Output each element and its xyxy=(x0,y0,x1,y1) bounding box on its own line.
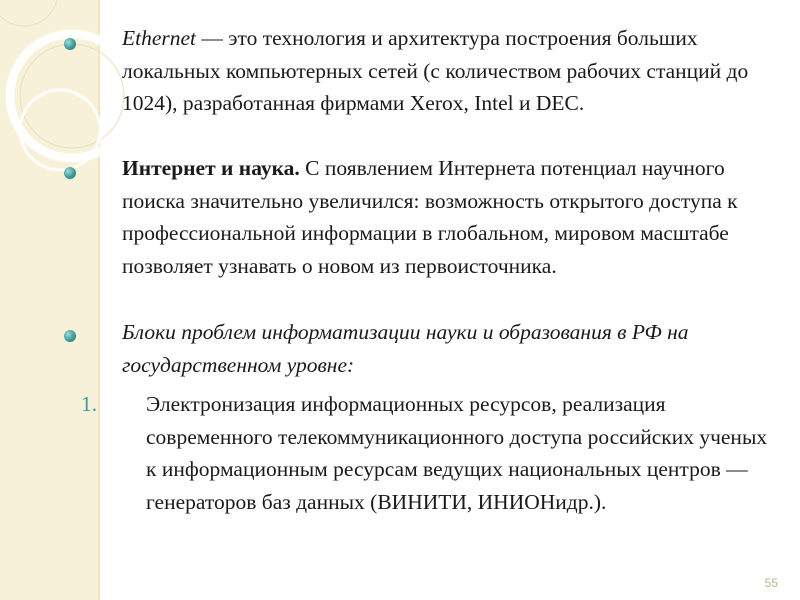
numbered-item-text: Электронизация информационных ресурсов, реализация современного телекоммуникационного доступа российских ученых к информационным ресурсам ведущих национальных центров — генераторов баз данных (ВИНИТИ, ИНИОНидр.). xyxy=(146,392,768,514)
text-problem-blocks: Блоки проблем информатизации науки и образования в РФ на государственном уровне: xyxy=(122,320,689,377)
paragraph-ethernet xyxy=(122,22,772,120)
bullet-icon xyxy=(64,38,76,50)
paragraph-internet-science xyxy=(122,152,772,282)
page-number: 55 xyxy=(764,576,778,590)
paragraph-problem-blocks xyxy=(122,316,772,381)
bullet-icon xyxy=(64,330,76,342)
list-number: 1. xyxy=(81,392,98,416)
text-ethernet: — это технология и архитектура построения больших локальных компьютерных сетей (с количеством рабочих станций до 1024), разработанная фирмами Xerox, Intel и DEC. xyxy=(122,26,749,116)
term-internet-science: Интернет и наука. xyxy=(122,156,300,180)
numbered-item-1 xyxy=(146,388,776,518)
term-ethernet: Ethernet xyxy=(122,26,197,50)
text-internet-science: С появлением Интернета потенциал научного поиска значительно увеличился: возможность открытого доступа к профессиональной информации в глобальном, мировом масштабе позволяет узнавать о новом из первоисточника. xyxy=(122,156,738,278)
bullet-icon xyxy=(64,167,76,179)
